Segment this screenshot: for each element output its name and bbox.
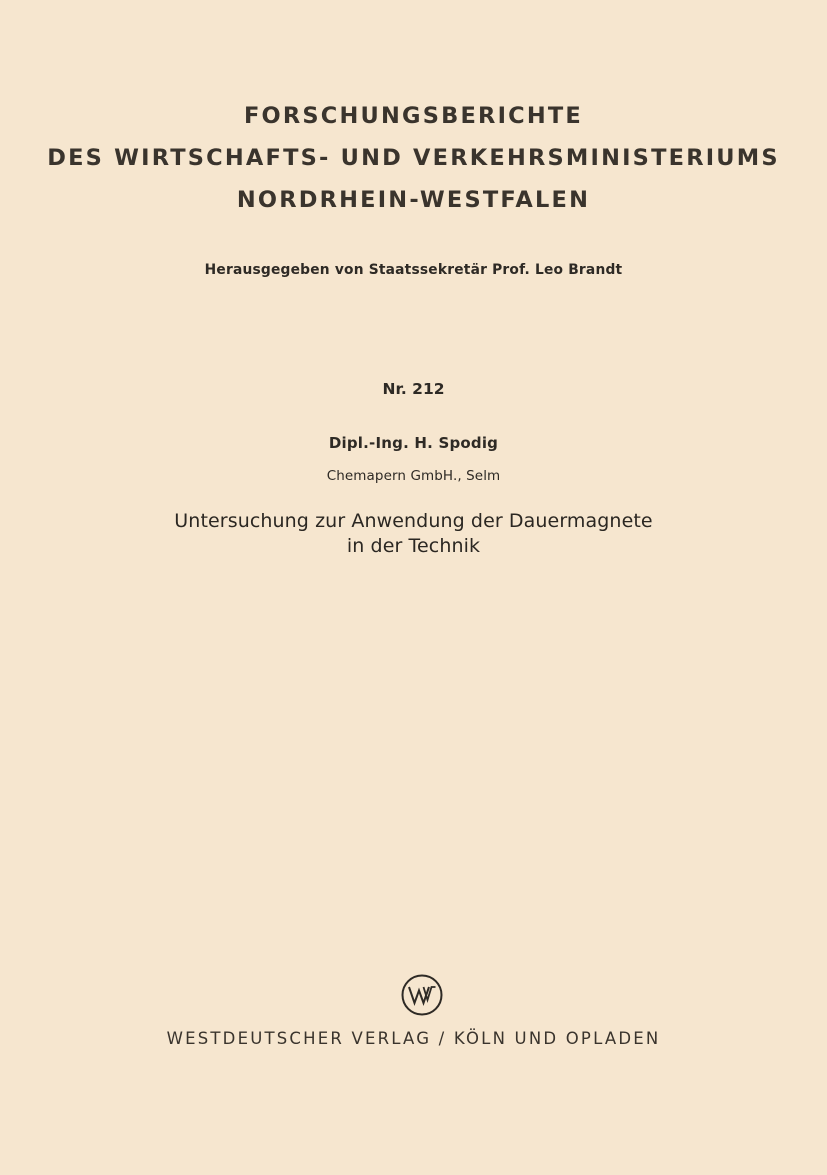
series-title-line-3: NORDRHEIN-WESTFALEN (236, 187, 591, 213)
series-title-line-1: FORSCHUNGSBERICHTE (243, 103, 584, 129)
editor-credit: Herausgegeben von Staatssekretär Prof. Leo Brandt (204, 262, 623, 278)
volume-number: Nr. 212 (382, 380, 445, 398)
series-title-line-2: DES WIRTSCHAFTS- UND VERKEHRSMINISTERIUMS (47, 145, 780, 171)
wv-circle-logo-icon (400, 973, 444, 1017)
author-affiliation: Chemapern GmbH., Selm (326, 468, 501, 484)
author-name: Dipl.-Ing. H. Spodig (328, 434, 499, 452)
book-title-line-1: Untersuchung zur Anwendung der Dauermagnete (174, 510, 653, 532)
book-title-line-2: in der Technik (346, 535, 481, 557)
publisher-name: WESTDEUTSCHER VERLAG / KÖLN UND OPLADEN (166, 1029, 661, 1048)
